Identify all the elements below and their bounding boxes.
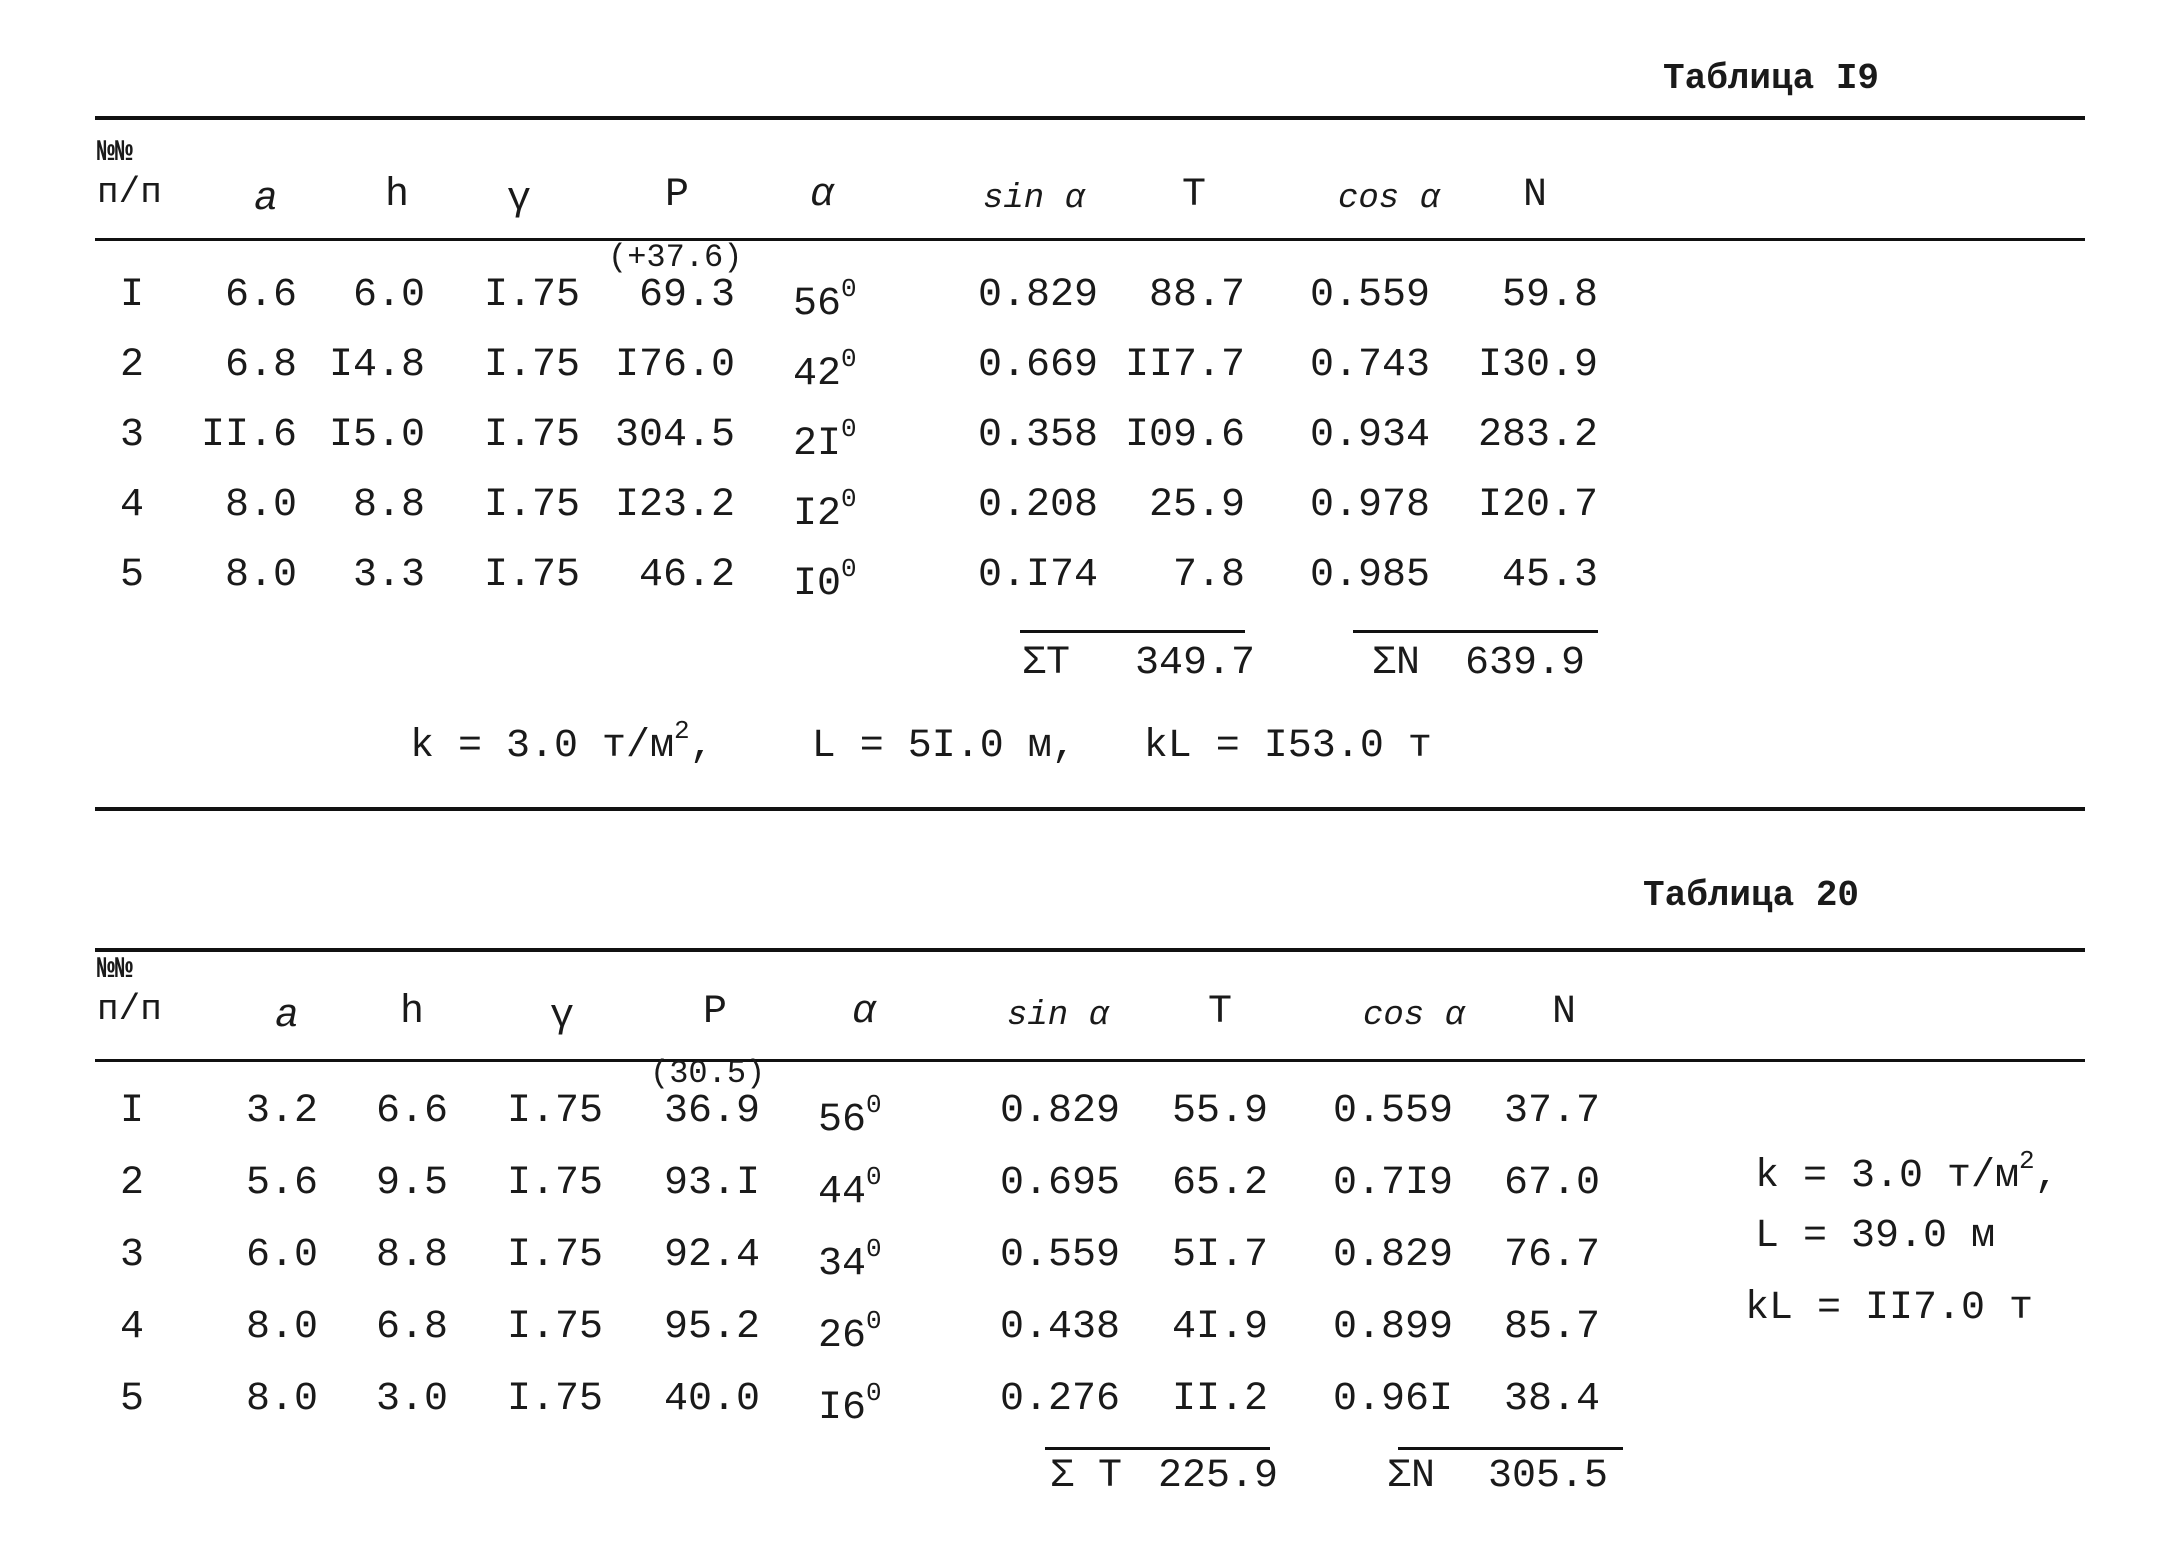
table19-cell-T: 7.8 bbox=[1172, 553, 1245, 598]
table20-sumT-value: 225.9 bbox=[1158, 1454, 1279, 1499]
table19-cell-N: I30.9 bbox=[1477, 343, 1598, 388]
table20-cell-T: II.2 bbox=[1171, 1377, 1268, 1422]
table19-sumT-value: 349.7 bbox=[1135, 641, 1256, 686]
table19-formula bbox=[410, 716, 1432, 769]
table19-formula-L: L = 5I.0 м, bbox=[811, 724, 1076, 769]
table19-cell-alpha bbox=[793, 416, 857, 465]
table19-bottom-rule bbox=[95, 807, 2085, 811]
table19-cell-sin: 0.669 bbox=[978, 343, 1099, 388]
table20-cell-cos: 0.899 bbox=[1333, 1305, 1454, 1350]
table19-top-rule bbox=[95, 116, 2085, 120]
table20-header-N: N bbox=[1552, 990, 1577, 1035]
table19-header-a: a bbox=[254, 177, 279, 222]
table19-cell-N: 283.2 bbox=[1477, 413, 1598, 458]
table19-cell-N: 45.3 bbox=[1501, 553, 1598, 598]
table20-cell-P: 93.I bbox=[663, 1161, 760, 1206]
table20-header-h: h bbox=[400, 990, 425, 1035]
table19-cell-cos: 0.743 bbox=[1310, 343, 1431, 388]
table20-side-kL: kL = II7.0 т bbox=[1745, 1286, 2034, 1331]
table19-cell-h: I4.8 bbox=[328, 343, 425, 388]
table19-header-rule bbox=[95, 238, 2085, 241]
table20-cell-cos: 0.829 bbox=[1333, 1233, 1454, 1278]
table19-degree-sign: 0 bbox=[841, 554, 857, 584]
table19-cell-n: 2 bbox=[120, 343, 145, 388]
table19-degree-sign: 0 bbox=[841, 274, 857, 304]
table20-cell-n: 4 bbox=[120, 1305, 145, 1350]
table19-header-N: N bbox=[1523, 173, 1548, 218]
table20-cell-cos: 0.559 bbox=[1333, 1089, 1454, 1134]
table19-cell-h: I5.0 bbox=[328, 413, 425, 458]
table19-cell-sin: 0.829 bbox=[978, 273, 1099, 318]
table20-side-k-text: k = 3.0 т/м bbox=[1755, 1154, 2020, 1199]
table20-alpha-value: 44 bbox=[818, 1170, 867, 1215]
table19-cell-a: 8.0 bbox=[224, 553, 297, 598]
table19-cell-P: 69.3 bbox=[638, 273, 735, 318]
table20-cell-sin: 0.276 bbox=[1000, 1377, 1121, 1422]
table20-side-L: L = 39.0 м bbox=[1755, 1214, 1996, 1259]
table19-header-gamma: γ bbox=[507, 177, 532, 222]
table20-cell-g: I.75 bbox=[506, 1233, 603, 1278]
table19-header-h: h bbox=[385, 173, 410, 218]
table20-alpha-value: 34 bbox=[818, 1242, 867, 1287]
table19-cell-alpha bbox=[793, 276, 857, 325]
table20-cell-N: 38.4 bbox=[1503, 1377, 1600, 1422]
table19-cell-cos: 0.978 bbox=[1310, 483, 1431, 528]
table20-cell-h: 8.8 bbox=[375, 1233, 448, 1278]
table20-cell-h: 6.8 bbox=[375, 1305, 448, 1350]
table19-cell-N: 59.8 bbox=[1501, 273, 1598, 318]
table20-cell-N: 76.7 bbox=[1503, 1233, 1600, 1278]
table20-cell-a: 3.2 bbox=[245, 1089, 318, 1134]
table20-degree-sign: 0 bbox=[866, 1234, 882, 1264]
table19-cell-g: I.75 bbox=[483, 273, 580, 318]
table20-degree-sign: 0 bbox=[866, 1378, 882, 1408]
table20-header-gamma: γ bbox=[550, 994, 575, 1039]
table19-degree-sign: 0 bbox=[841, 484, 857, 514]
table20-side-k-comma: , bbox=[2034, 1154, 2059, 1199]
table20-cell-a: 6.0 bbox=[245, 1233, 318, 1278]
table20-cell-alpha bbox=[818, 1308, 882, 1357]
table19-cell-a: II.6 bbox=[200, 413, 297, 458]
table20-cell-alpha bbox=[818, 1164, 882, 1213]
table20-cell-alpha bbox=[818, 1380, 882, 1429]
table20-num-top: №№ bbox=[97, 953, 134, 987]
table19-sumN-label: ΣN bbox=[1372, 641, 1421, 686]
table20-cell-T: 55.9 bbox=[1171, 1089, 1268, 1134]
table20-cell-h: 3.0 bbox=[375, 1377, 448, 1422]
table19-alpha-value: 2I bbox=[793, 422, 842, 467]
table20-cell-P: 36.9 bbox=[663, 1089, 760, 1134]
table20-cell-sin: 0.438 bbox=[1000, 1305, 1121, 1350]
table20-cell-T: 65.2 bbox=[1171, 1161, 1268, 1206]
table20-alpha-value: 26 bbox=[818, 1314, 867, 1359]
table20-cell-g: I.75 bbox=[506, 1089, 603, 1134]
table20-header-T: T bbox=[1208, 990, 1233, 1035]
table20-cell-n: I bbox=[120, 1089, 145, 1134]
table20-side-k-power: 2 bbox=[2019, 1146, 2035, 1176]
table19-cell-alpha bbox=[793, 346, 857, 395]
table19-cell-h: 3.3 bbox=[352, 553, 425, 598]
table20-cell-n: 2 bbox=[120, 1161, 145, 1206]
table19-cell-P: 46.2 bbox=[638, 553, 735, 598]
table19-cell-h: 6.0 bbox=[352, 273, 425, 318]
table20-cell-sin: 0.829 bbox=[1000, 1089, 1121, 1134]
table19-cell-cos: 0.559 bbox=[1310, 273, 1431, 318]
table20-cell-N: 67.0 bbox=[1503, 1161, 1600, 1206]
table19-alpha-value: I2 bbox=[793, 492, 842, 537]
table19-header-T: T bbox=[1182, 173, 1207, 218]
table20-cell-a: 8.0 bbox=[245, 1305, 318, 1350]
table20-cell-g: I.75 bbox=[506, 1377, 603, 1422]
table19-formula-k-power: 2 bbox=[674, 716, 690, 746]
table20-cell-P: 92.4 bbox=[663, 1233, 760, 1278]
table20-cell-sin: 0.695 bbox=[1000, 1161, 1121, 1206]
table20-alpha-value: I6 bbox=[818, 1386, 867, 1431]
table19-cell-g: I.75 bbox=[483, 483, 580, 528]
table20-header-P: P bbox=[703, 990, 728, 1035]
table19-header-alpha: α bbox=[810, 173, 835, 218]
table19-formula-k: k = 3.0 т/м bbox=[410, 724, 675, 769]
table20-header-alpha: α bbox=[852, 990, 877, 1035]
table20-cell-alpha bbox=[818, 1092, 882, 1141]
table20-alpha-value: 56 bbox=[818, 1098, 867, 1143]
table20-cell-n: 3 bbox=[120, 1233, 145, 1278]
table20-sumN-value: 305.5 bbox=[1488, 1454, 1609, 1499]
table19-num-top: №№ bbox=[97, 136, 134, 170]
table19-formula-kL: kL = I53.0 т bbox=[1143, 724, 1432, 769]
table20-sumT-label: Σ T bbox=[1050, 1454, 1123, 1499]
table20-degree-sign: 0 bbox=[866, 1162, 882, 1192]
table19-cell-sin: 0.I74 bbox=[978, 553, 1099, 598]
table19-cell-a: 8.0 bbox=[224, 483, 297, 528]
table20-cell-P: 40.0 bbox=[663, 1377, 760, 1422]
table19-sumT-label: ΣT bbox=[1022, 641, 1071, 686]
table20-cell-sin: 0.559 bbox=[1000, 1233, 1121, 1278]
table20-header-cos: cos α bbox=[1363, 997, 1466, 1035]
table20-top-rule bbox=[95, 948, 2085, 952]
table20-header-sin: sin α bbox=[1007, 997, 1110, 1035]
table20-cell-N: 85.7 bbox=[1503, 1305, 1600, 1350]
table20-cell-n: 5 bbox=[120, 1377, 145, 1422]
table19-header-P: P bbox=[665, 173, 690, 218]
table20-cell-a: 8.0 bbox=[245, 1377, 318, 1422]
table20-cell-h: 6.6 bbox=[375, 1089, 448, 1134]
table20-header-a: a bbox=[275, 994, 300, 1039]
table19-cell-alpha bbox=[793, 556, 857, 605]
table20-cell-cos: 0.7I9 bbox=[1333, 1161, 1454, 1206]
table19-cell-N: I20.7 bbox=[1477, 483, 1598, 528]
table19-degree-sign: 0 bbox=[841, 414, 857, 444]
table19-sumN-value: 639.9 bbox=[1465, 641, 1586, 686]
table19-cell-n: 4 bbox=[120, 483, 145, 528]
table19-cell-cos: 0.985 bbox=[1310, 553, 1431, 598]
table19-sumT-rule bbox=[1020, 630, 1245, 633]
table19-cell-n: 3 bbox=[120, 413, 145, 458]
table19-cell-T: 88.7 bbox=[1148, 273, 1245, 318]
table20-num-bottom: п/п bbox=[97, 989, 162, 1030]
table19-cell-alpha bbox=[793, 486, 857, 535]
table20-cell-a: 5.6 bbox=[245, 1161, 318, 1206]
table19-cell-g: I.75 bbox=[483, 553, 580, 598]
table19-cell-P: 304.5 bbox=[614, 413, 735, 458]
table19-cell-T: II7.7 bbox=[1124, 343, 1245, 388]
table20-cell-alpha bbox=[818, 1236, 882, 1285]
table19-cell-n: I bbox=[120, 273, 145, 318]
table19-cell-g: I.75 bbox=[483, 413, 580, 458]
table19-cell-a: 6.6 bbox=[224, 273, 297, 318]
table19-header-cos: cos α bbox=[1338, 180, 1441, 218]
table20-degree-sign: 0 bbox=[866, 1090, 882, 1120]
table20-cell-N: 37.7 bbox=[1503, 1089, 1600, 1134]
table19-alpha-value: I0 bbox=[793, 562, 842, 607]
table19-caption: Таблица I9 bbox=[1663, 58, 1880, 99]
table20-cell-cos: 0.96I bbox=[1333, 1377, 1454, 1422]
table20-side-k bbox=[1755, 1146, 2059, 1199]
table19-alpha-value: 56 bbox=[793, 282, 842, 327]
table19-p-note: (+37.6) bbox=[608, 239, 743, 276]
table19-cell-P: I76.0 bbox=[614, 343, 735, 388]
table20-cell-h: 9.5 bbox=[375, 1161, 448, 1206]
table20-cell-T: 4I.9 bbox=[1171, 1305, 1268, 1350]
table19-cell-T: I09.6 bbox=[1124, 413, 1245, 458]
table20-cell-g: I.75 bbox=[506, 1161, 603, 1206]
table20-p-note: (30.5) bbox=[650, 1055, 766, 1092]
table19-num-bottom: п/п bbox=[97, 172, 162, 213]
table19-cell-sin: 0.358 bbox=[978, 413, 1099, 458]
table19-cell-a: 6.8 bbox=[224, 343, 297, 388]
table19-sumN-rule bbox=[1353, 630, 1598, 633]
table19-cell-P: I23.2 bbox=[614, 483, 735, 528]
table20-cell-T: 5I.7 bbox=[1171, 1233, 1268, 1278]
table19-alpha-value: 42 bbox=[793, 352, 842, 397]
table19-cell-cos: 0.934 bbox=[1310, 413, 1431, 458]
table20-degree-sign: 0 bbox=[866, 1306, 882, 1336]
table20-cell-P: 95.2 bbox=[663, 1305, 760, 1350]
table19-header-sin: sin α bbox=[983, 180, 1086, 218]
table19-cell-n: 5 bbox=[120, 553, 145, 598]
table20-header-rule bbox=[95, 1059, 2085, 1062]
table19-cell-T: 25.9 bbox=[1148, 483, 1245, 528]
table19-cell-sin: 0.208 bbox=[978, 483, 1099, 528]
table19-cell-h: 8.8 bbox=[352, 483, 425, 528]
table19-formula-comma: , bbox=[689, 724, 714, 769]
table20-caption: Таблица 20 bbox=[1643, 875, 1860, 916]
table20-cell-g: I.75 bbox=[506, 1305, 603, 1350]
table20-sumN-rule bbox=[1398, 1447, 1623, 1450]
table20-sumN-label: ΣN bbox=[1387, 1454, 1436, 1499]
table19-cell-g: I.75 bbox=[483, 343, 580, 388]
table20-sumT-rule bbox=[1045, 1447, 1270, 1450]
table19-degree-sign: 0 bbox=[841, 344, 857, 374]
